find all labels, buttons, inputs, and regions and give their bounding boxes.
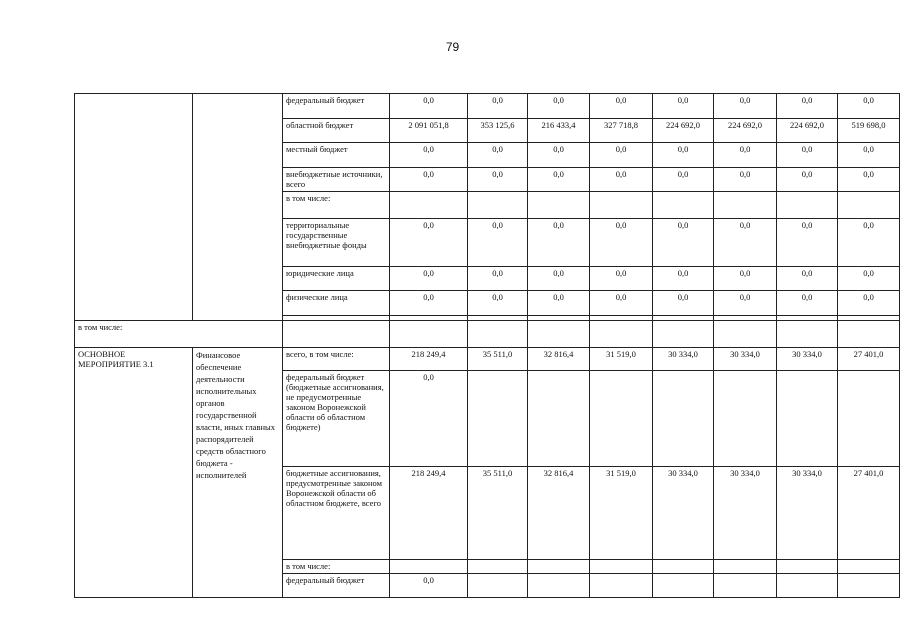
table-row xyxy=(75,94,900,119)
value-cell: 30 334,0 xyxy=(653,348,714,371)
value-cell: 0,0 xyxy=(390,574,468,598)
in-that-number-label: в том числе: xyxy=(75,321,283,348)
value-cell xyxy=(528,560,590,574)
row-label: в том числе: xyxy=(283,192,390,219)
value-cell: 0,0 xyxy=(390,143,468,168)
value-cell xyxy=(468,574,528,598)
value-cell xyxy=(590,192,653,219)
value-cell: 0,0 xyxy=(838,219,900,267)
budget-table-body xyxy=(75,94,900,598)
value-cell: 0,0 xyxy=(838,143,900,168)
table-row xyxy=(75,321,900,348)
value-cell: 218 249,4 xyxy=(390,467,468,560)
value-cell xyxy=(838,192,900,219)
value-cell: 0,0 xyxy=(714,94,777,119)
value-cell xyxy=(777,560,838,574)
value-cell xyxy=(714,321,777,348)
value-cell xyxy=(468,192,528,219)
row-label: бюджетные ассигнования, предусмотренные законом Воронежской области об областном бюджете, всего xyxy=(283,467,390,560)
value-cell: 32 816,4 xyxy=(528,348,590,371)
value-cell: 0,0 xyxy=(390,371,468,467)
value-cell: 0,0 xyxy=(653,219,714,267)
empty-code-cell xyxy=(75,94,193,321)
page-number: 79 xyxy=(445,40,460,54)
value-cell: 0,0 xyxy=(468,219,528,267)
value-cell: 0,0 xyxy=(590,219,653,267)
value-cell: 0,0 xyxy=(714,267,777,291)
value-cell: 0,0 xyxy=(390,168,468,192)
value-cell: 0,0 xyxy=(777,291,838,316)
value-cell xyxy=(653,560,714,574)
value-cell: 0,0 xyxy=(528,94,590,119)
value-cell xyxy=(838,371,900,467)
value-cell: 0,0 xyxy=(468,94,528,119)
row-label: физические лица xyxy=(283,291,390,316)
row-label: всего, в том числе: xyxy=(283,348,390,371)
value-cell: 0,0 xyxy=(777,94,838,119)
value-cell xyxy=(590,371,653,467)
value-cell: 0,0 xyxy=(468,291,528,316)
value-cell xyxy=(653,321,714,348)
value-cell: 35 511,0 xyxy=(468,348,528,371)
value-cell xyxy=(653,192,714,219)
value-cell: 0,0 xyxy=(653,168,714,192)
empty-name-cell xyxy=(193,94,283,321)
row-label: в том числе: xyxy=(283,560,390,574)
value-cell: 0,0 xyxy=(390,267,468,291)
value-cell xyxy=(838,560,900,574)
value-cell: 0,0 xyxy=(390,291,468,316)
value-cell: 27 401,0 xyxy=(838,467,900,560)
value-cell xyxy=(590,574,653,598)
value-cell: 30 334,0 xyxy=(714,348,777,371)
value-cell: 0,0 xyxy=(468,168,528,192)
value-cell: 0,0 xyxy=(777,168,838,192)
activity-code: ОСНОВНОЕ МЕРОПРИЯТИЕ 3.1 xyxy=(75,348,193,598)
row-label: территориальные государственные внебюджетные фонды xyxy=(283,219,390,267)
activity-name: Финансовое обеспечение деятельности исполнительных органов государственной власти, иных главных распорядителей средств областного бюджета - исполнителей xyxy=(193,348,283,598)
value-cell xyxy=(653,574,714,598)
value-cell: 0,0 xyxy=(653,143,714,168)
row-label: юридические лица xyxy=(283,267,390,291)
value-cell: 35 511,0 xyxy=(468,467,528,560)
value-cell xyxy=(590,560,653,574)
value-cell: 0,0 xyxy=(653,291,714,316)
value-cell: 0,0 xyxy=(528,143,590,168)
budget-table xyxy=(74,93,900,598)
value-cell xyxy=(777,321,838,348)
value-cell xyxy=(390,560,468,574)
table-row xyxy=(75,348,900,371)
value-cell: 0,0 xyxy=(714,143,777,168)
value-cell: 30 334,0 xyxy=(653,467,714,560)
value-cell: 216 433,4 xyxy=(528,119,590,143)
value-cell: 32 816,4 xyxy=(528,467,590,560)
value-cell xyxy=(714,192,777,219)
value-cell: 27 401,0 xyxy=(838,348,900,371)
value-cell xyxy=(528,321,590,348)
value-cell: 0,0 xyxy=(653,94,714,119)
value-cell: 31 519,0 xyxy=(590,467,653,560)
value-cell: 0,0 xyxy=(714,168,777,192)
value-cell xyxy=(468,371,528,467)
value-cell: 0,0 xyxy=(468,143,528,168)
value-cell xyxy=(714,560,777,574)
value-cell: 218 249,4 xyxy=(390,348,468,371)
value-cell: 0,0 xyxy=(714,219,777,267)
value-cell: 31 519,0 xyxy=(590,348,653,371)
value-cell xyxy=(468,321,528,348)
row-label: местный бюджет xyxy=(283,143,390,168)
value-cell xyxy=(528,371,590,467)
value-cell xyxy=(528,192,590,219)
value-cell: 0,0 xyxy=(390,219,468,267)
value-cell: 0,0 xyxy=(714,291,777,316)
value-cell xyxy=(838,321,900,348)
value-cell: 0,0 xyxy=(590,168,653,192)
value-cell: 0,0 xyxy=(777,143,838,168)
value-cell: 0,0 xyxy=(528,267,590,291)
value-cell: 224 692,0 xyxy=(777,119,838,143)
value-cell xyxy=(714,371,777,467)
value-cell: 0,0 xyxy=(777,219,838,267)
value-cell: 353 125,6 xyxy=(468,119,528,143)
value-cell xyxy=(390,321,468,348)
row-label: федеральный бюджет xyxy=(283,94,390,119)
value-cell: 327 718,8 xyxy=(590,119,653,143)
value-cell xyxy=(777,192,838,219)
value-cell: 0,0 xyxy=(838,291,900,316)
value-cell: 0,0 xyxy=(528,291,590,316)
value-cell: 0,0 xyxy=(838,267,900,291)
value-cell xyxy=(653,371,714,467)
value-cell: 0,0 xyxy=(590,143,653,168)
value-cell: 0,0 xyxy=(653,267,714,291)
value-cell: 30 334,0 xyxy=(777,348,838,371)
value-cell: 0,0 xyxy=(777,267,838,291)
row-label: внебюджетные источники, всего xyxy=(283,168,390,192)
value-cell xyxy=(714,574,777,598)
value-cell: 0,0 xyxy=(468,267,528,291)
value-cell xyxy=(590,321,653,348)
value-cell xyxy=(468,560,528,574)
value-cell: 30 334,0 xyxy=(714,467,777,560)
row-label: областной бюджет xyxy=(283,119,390,143)
value-cell xyxy=(528,574,590,598)
row-label: федеральный бюджет xyxy=(283,574,390,598)
value-cell: 224 692,0 xyxy=(714,119,777,143)
value-cell xyxy=(777,371,838,467)
row-label xyxy=(283,321,390,348)
row-label: федеральный бюджет (бюджетные ассигнования, не предусмотренные законом Воронежской области об областном бюджете) xyxy=(283,371,390,467)
value-cell xyxy=(777,574,838,598)
value-cell: 0,0 xyxy=(528,219,590,267)
value-cell: 2 091 051,8 xyxy=(390,119,468,143)
value-cell: 0,0 xyxy=(838,168,900,192)
value-cell xyxy=(390,192,468,219)
value-cell: 0,0 xyxy=(838,94,900,119)
value-cell: 0,0 xyxy=(590,267,653,291)
value-cell: 0,0 xyxy=(590,94,653,119)
value-cell: 0,0 xyxy=(390,94,468,119)
value-cell: 519 698,0 xyxy=(838,119,900,143)
value-cell: 224 692,0 xyxy=(653,119,714,143)
value-cell xyxy=(838,574,900,598)
value-cell: 0,0 xyxy=(590,291,653,316)
value-cell: 0,0 xyxy=(528,168,590,192)
value-cell: 30 334,0 xyxy=(777,467,838,560)
